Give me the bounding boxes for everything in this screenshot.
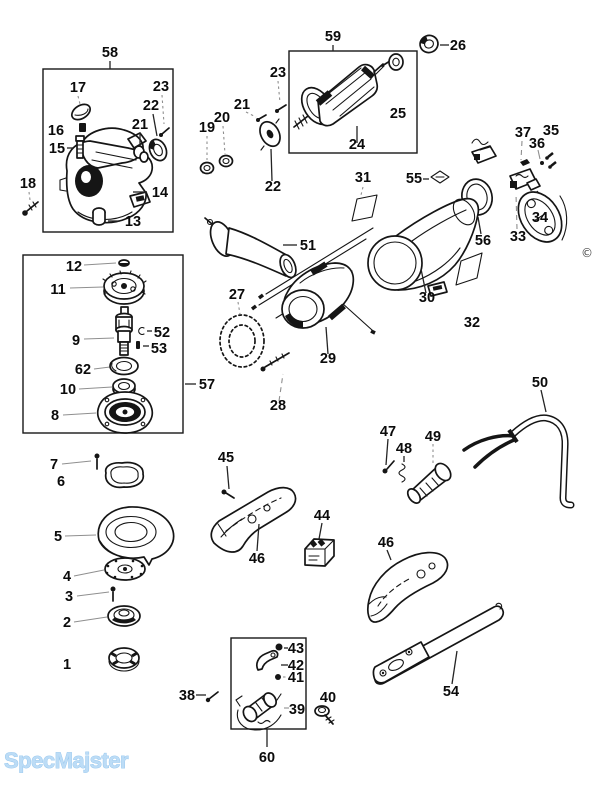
motor-housing-drawing — [368, 195, 479, 296]
part-label-52: 52 — [153, 325, 171, 341]
part-label-28: 28 — [269, 398, 287, 414]
part-label-24: 24 — [348, 137, 366, 153]
part-label-17: 17 — [69, 80, 87, 96]
switch-drawing — [305, 523, 334, 566]
part-label-19: 19 — [198, 120, 216, 136]
plug-16-drawing — [79, 123, 86, 132]
flange-washer-22b-drawing — [256, 118, 284, 181]
part-label-26: 26 — [449, 38, 467, 54]
power-cord-drawing — [464, 390, 571, 505]
part-label-43: 43 — [287, 641, 305, 657]
screw-38-drawing — [196, 692, 218, 702]
handle-half-right-drawing — [368, 550, 448, 622]
part-label-34: 34 — [531, 210, 549, 226]
part-label-56: 56 — [474, 233, 492, 249]
part-label-44: 44 — [313, 508, 331, 524]
clamp-nut-1-drawing — [109, 648, 139, 671]
part-label-3: 3 — [64, 589, 74, 605]
part-label-33: 33 — [509, 229, 527, 245]
part-label-13: 13 — [124, 214, 142, 230]
brush-holder-left-drawing — [472, 139, 496, 163]
part-label-46b: 46 — [377, 535, 395, 551]
part-label-15: 15 — [48, 141, 66, 157]
part-label-16: 16 — [47, 123, 65, 139]
part-label-50: 50 — [531, 375, 549, 391]
circlip-52-drawing — [139, 328, 152, 335]
spindle-lock-drawing — [236, 691, 289, 730]
part-label-62: 62 — [74, 362, 92, 378]
part-label-31: 31 — [354, 170, 372, 186]
bearing-flange-8-drawing — [63, 392, 152, 433]
part-label-6: 6 — [56, 474, 66, 490]
part-label-42: 42 — [287, 658, 305, 674]
cap-13-drawing — [93, 208, 105, 225]
part-label-23b: 23 — [269, 65, 287, 81]
ball-41-drawing — [275, 674, 288, 680]
lever-42-drawing — [257, 651, 288, 670]
part-label-23: 23 — [152, 79, 170, 95]
assembly-box-57 — [23, 255, 196, 433]
screw-47-drawing — [383, 439, 395, 474]
part-label-4: 4 — [62, 569, 72, 585]
bearing-26-drawing — [418, 33, 449, 55]
part-label-60: 60 — [258, 750, 276, 766]
part-label-41: 41 — [287, 670, 305, 686]
part-label-51: 51 — [299, 238, 317, 254]
part-label-27: 27 — [228, 287, 246, 303]
washer-62-drawing — [94, 358, 138, 375]
screw-23-drawing — [159, 128, 169, 137]
nut-19-drawing — [201, 136, 214, 174]
part-label-46a: 46 — [248, 551, 266, 567]
part-label-58: 58 — [101, 45, 119, 61]
part-label-7: 7 — [49, 457, 59, 473]
clamp-ring-drawing — [220, 302, 264, 367]
bolt-40-drawing — [315, 706, 334, 724]
part-label-32: 32 — [463, 315, 481, 331]
part-label-12: 12 — [65, 259, 83, 275]
part-label-38: 38 — [178, 688, 196, 704]
wheel-guard-drawing — [65, 507, 174, 565]
gear-wheel-11-drawing — [70, 271, 146, 304]
ball-43-drawing — [276, 644, 289, 651]
part-label-10: 10 — [59, 382, 77, 398]
part-label-22: 22 — [142, 98, 160, 114]
screw-7-drawing — [62, 454, 100, 470]
armature-drawing — [294, 54, 403, 130]
gasket-6-drawing — [106, 463, 144, 488]
screw-3-drawing — [77, 587, 116, 602]
part-label-35: 35 — [542, 123, 560, 139]
part-label-20: 20 — [213, 110, 231, 126]
part-label-54: 54 — [442, 684, 460, 700]
diamond-55-drawing — [423, 171, 449, 183]
copyright-mark: © — [581, 246, 593, 260]
part-label-30: 30 — [418, 290, 436, 306]
part-label-49: 49 — [424, 429, 442, 445]
inner-flange-2-drawing — [74, 606, 140, 626]
part-label-47: 47 — [379, 424, 397, 440]
cord-guard-drawing — [405, 444, 454, 505]
part-label-18: 18 — [19, 176, 37, 192]
screw-45-drawing — [222, 466, 235, 498]
bolt-15-drawing — [76, 136, 84, 158]
handle-half-left-drawing — [211, 488, 295, 552]
part-label-29: 29 — [319, 351, 337, 367]
part-label-5: 5 — [53, 529, 63, 545]
part-label-25: 25 — [389, 106, 407, 122]
part-label-55: 55 — [405, 171, 423, 187]
part-label-11: 11 — [50, 282, 66, 298]
part-label-37: 37 — [514, 125, 532, 141]
part-label-45: 45 — [217, 450, 235, 466]
part-label-8: 8 — [50, 408, 60, 424]
screw-28-drawing — [261, 353, 290, 401]
part-label-21: 21 — [131, 117, 149, 133]
side-handle-drawing — [205, 218, 299, 280]
screw-18-drawing — [22, 192, 38, 216]
spanner-wrench-drawing — [373, 603, 503, 684]
key-12-drawing — [84, 260, 129, 266]
spring-48-drawing — [399, 456, 405, 482]
flange-4-drawing — [74, 558, 145, 580]
spindle-9-drawing — [84, 307, 132, 355]
part-label-2: 2 — [62, 615, 72, 631]
part-label-57: 57 — [198, 377, 216, 393]
nut-20-drawing — [220, 126, 233, 167]
gear-housing-drawing — [60, 128, 152, 222]
part-label-21b: 21 — [233, 97, 251, 113]
part-label-59: 59 — [324, 29, 342, 45]
pin-53-drawing — [136, 341, 149, 349]
part-label-39: 39 — [288, 702, 306, 718]
part-label-1: 1 — [62, 657, 72, 673]
label-sticker-31-drawing — [352, 187, 377, 221]
part-label-14: 14 — [151, 185, 169, 201]
part-label-9: 9 — [71, 333, 81, 349]
part-label-53: 53 — [150, 341, 168, 357]
cap-17-drawing — [69, 101, 93, 123]
pin-21-drawing — [246, 112, 266, 122]
screw-23b-drawing — [275, 81, 286, 113]
part-label-36: 36 — [528, 136, 546, 152]
part-label-48: 48 — [395, 441, 413, 457]
part-label-22b: 22 — [264, 179, 282, 195]
part-label-40: 40 — [319, 690, 337, 706]
watermark: SpecMajster — [4, 748, 129, 773]
